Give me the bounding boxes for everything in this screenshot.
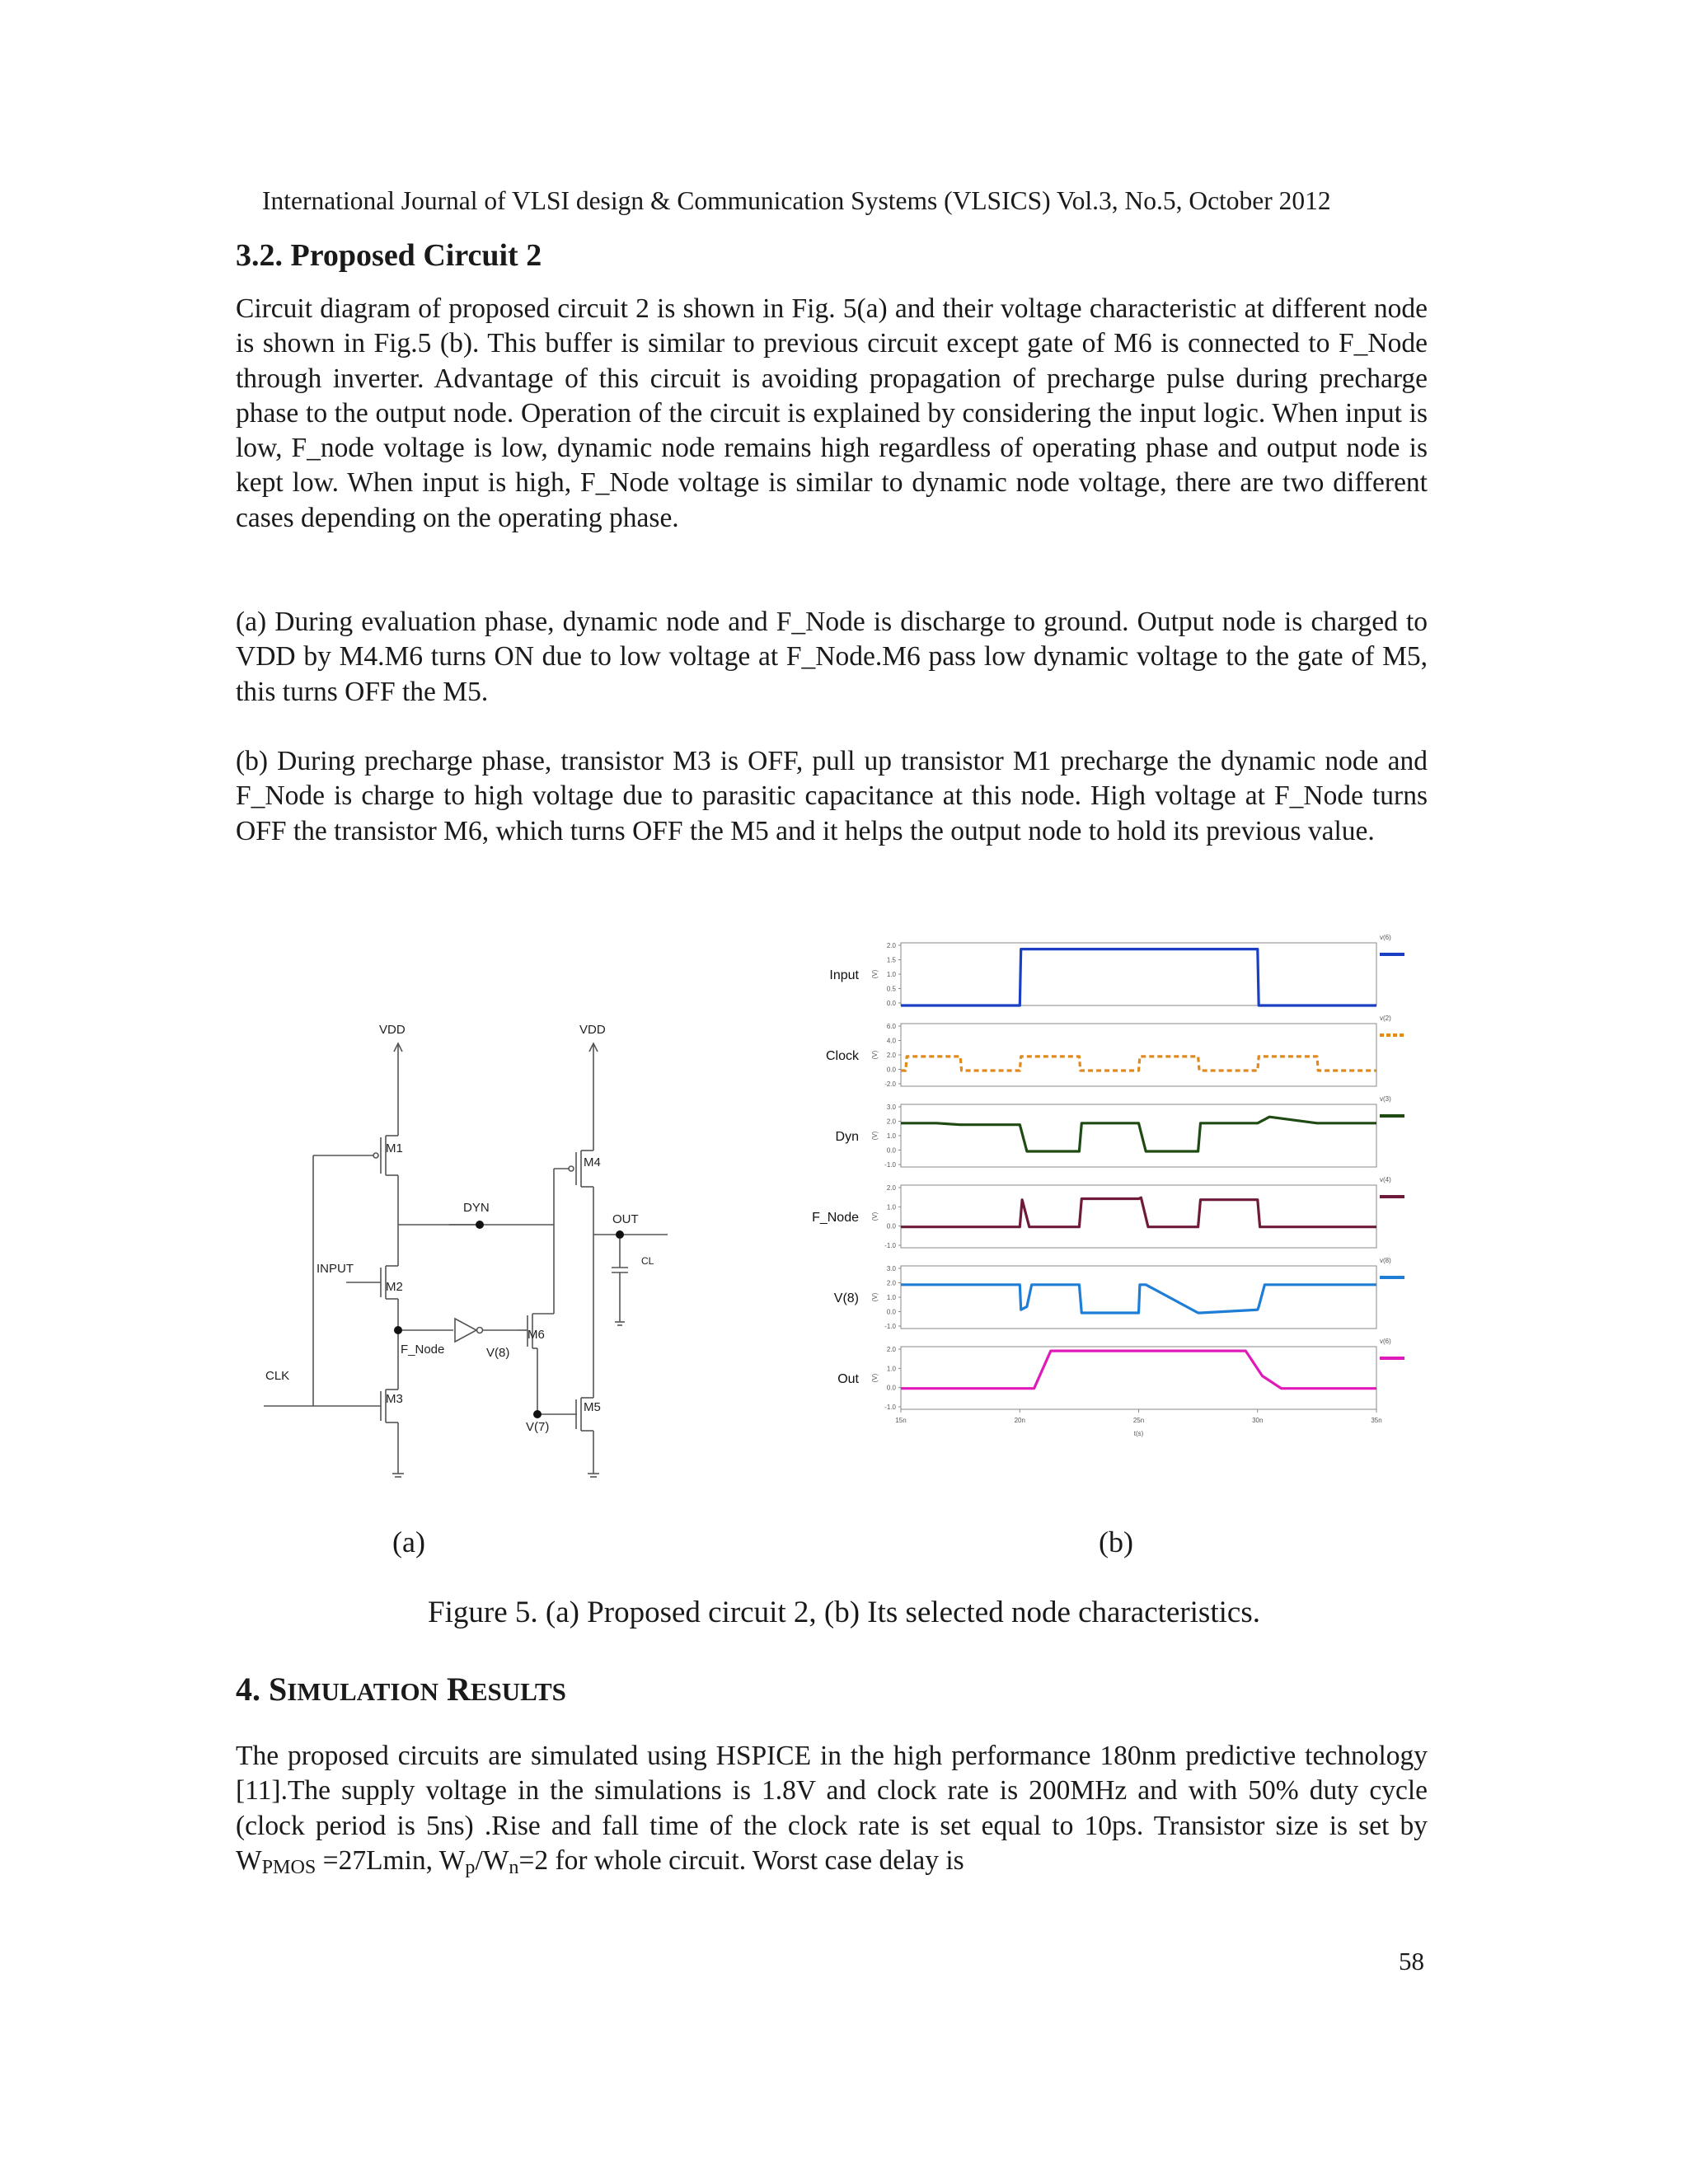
page-number: 58 [1399, 1947, 1424, 1975]
unit-label: (V) [871, 1050, 879, 1060]
x-tick-label: 25n [1132, 1417, 1145, 1424]
y-tick-label: 1.5 [886, 956, 896, 964]
paragraph: Circuit diagram of proposed circuit 2 is shown in Fig. 5(a) and their voltage characteristic at different node is shown in Fig.5 (b). This buffer is similar to previous circuit except gate of M6 is connected to F_Node through inverter. Advantage of this circuit is avoiding propagation of precharge pulse during precharge phase to the output node. Operation of the circuit is explained by considering the input logic. When input is low, F_node voltage is low, dynamic node remains high regardless of operating phase and output node is kept low. When input is high, F_Node voltage is similar to dynamic node voltage, there are two different cases depending on the operating phase. [236, 293, 1428, 533]
y-tick-label: 0.0 [886, 1066, 896, 1074]
subfigure-label-a: (a) [392, 1526, 425, 1558]
y-tick-label: 2.0 [886, 1279, 896, 1287]
y-tick-label: 1.0 [886, 1365, 896, 1373]
y-tick-label: 0.0 [886, 1000, 896, 1007]
paragraph: (a) During evaluation phase, dynamic node and F_Node is discharge to ground. Output node is charged to VDD by M4.M6 turns ON due to low voltage at F_Node.M6 pass low dynamic voltage to the gate of M5, this turns OFF the M5. [236, 607, 1428, 707]
paragraph: (b) During precharge phase, transistor M3 is OFF, pull up transistor M1 precharge the dynamic node and F_Node is charge to high voltage due to parasitic capacitance at this node. High voltage at F_Node turns OFF the transistor M6, which turns OFF the M5 and it helps the output node to hold its previous value. [236, 746, 1428, 846]
m2-label: M2 [386, 1280, 403, 1294]
series-label: Dyn [835, 1130, 859, 1144]
out-label: OUT [612, 1212, 639, 1226]
x-axis-label: t(s) [1133, 1430, 1144, 1437]
series-line-f-node [901, 1197, 1376, 1227]
panel-frame [901, 1104, 1376, 1167]
legend-label: v(6) [1380, 934, 1391, 941]
series-line-dyn [901, 1117, 1376, 1151]
figure-caption: Figure 5. (a) Proposed circuit 2, (b) Its selected node characteristics. [428, 1596, 1260, 1629]
y-tick-label: 1.0 [886, 1132, 896, 1140]
y-tick-label: 0.0 [886, 1146, 896, 1155]
v7-label: V(7) [526, 1420, 550, 1434]
m3-label: M3 [386, 1392, 403, 1406]
subfigure-label-b: (b) [1099, 1526, 1133, 1558]
panel-frame [901, 1347, 1376, 1409]
y-tick-label: 6.0 [886, 1023, 896, 1030]
vdd-label: VDD [379, 1023, 406, 1037]
legend-label: v(4) [1380, 1176, 1391, 1183]
x-tick-label: 15n [895, 1417, 907, 1424]
y-tick-label: 3.0 [886, 1265, 896, 1272]
unit-label: (V) [871, 1292, 879, 1302]
series-line-out [901, 1351, 1376, 1389]
y-tick-label: 2.0 [886, 1052, 896, 1059]
series-label: Clock [825, 1049, 859, 1063]
m5-label: M5 [584, 1400, 601, 1414]
unit-label: (V) [871, 1131, 879, 1141]
series-line-input [901, 949, 1376, 1005]
y-tick-label: 1.0 [886, 1294, 896, 1301]
m6-label: M6 [528, 1328, 545, 1342]
series-label: F_Node [812, 1211, 859, 1225]
y-tick-label: -1.0 [884, 1323, 896, 1330]
y-tick-label: 2.0 [886, 1184, 896, 1192]
cl-label: CL [641, 1255, 654, 1267]
y-tick-label: 0.5 [886, 985, 896, 993]
unit-label: (V) [871, 969, 879, 979]
m4-label: M4 [584, 1155, 601, 1169]
y-tick-label: 4.0 [886, 1037, 896, 1045]
y-tick-label: 2.0 [886, 942, 896, 949]
y-tick-label: -2.0 [884, 1080, 896, 1088]
y-tick-label: 1.0 [886, 1203, 896, 1212]
y-tick-label: 2.0 [886, 1346, 896, 1353]
series-label: Out [837, 1372, 859, 1386]
vdd-label: VDD [579, 1023, 606, 1037]
clk-label: CLK [265, 1369, 290, 1383]
y-tick-label: 1.0 [886, 971, 896, 978]
y-tick-label: 0.0 [886, 1222, 896, 1230]
x-tick-label: 20n [1014, 1417, 1025, 1424]
m1-label: M1 [386, 1141, 403, 1155]
y-tick-label: -1.0 [884, 1161, 896, 1169]
series-line-clock [901, 1057, 1376, 1071]
dyn-label: DYN [463, 1201, 490, 1215]
running-header: International Journal of VLSI design & Communication Systems (VLSICS) Vol.3, No.5, October 2012 [262, 186, 1331, 215]
y-tick-label: -1.0 [884, 1242, 896, 1249]
panel-frame [901, 943, 1376, 1005]
y-tick-label: 0.0 [886, 1384, 896, 1392]
legend-label: v(6) [1380, 1338, 1391, 1345]
input-label: INPUT [316, 1262, 354, 1276]
legend-label: v(3) [1380, 1095, 1391, 1103]
paragraph: The proposed circuits are simulated using HSPICE in the high performance 180nm predictive technology [11].The supply voltage in the simulations is 1.8V and clock rate is 200MHz and with 50% duty cycle (clock period is 5ns) .Rise and fall time of the clock rate is set equal to 10ps. Transistor size is set by $W_{PMOS} =27Lmin$, $W_p/W_n=2$ for whole circuit. Worst case delay is [236, 1741, 1428, 1878]
unit-label: (V) [871, 1373, 879, 1383]
panel-frame [901, 1024, 1376, 1086]
y-tick-label: 0.0 [886, 1308, 896, 1316]
circuit-diagram [247, 996, 692, 1482]
panel-frame [901, 1185, 1376, 1248]
y-tick-label: 2.0 [886, 1118, 896, 1126]
v8-label: V(8) [486, 1346, 510, 1360]
fnode-label: F_Node [401, 1343, 445, 1357]
legend-label: v(2) [1380, 1015, 1391, 1022]
section-heading-3-2: 3.2. Proposed Circuit 2 [236, 238, 542, 273]
legend-label: v(8) [1380, 1257, 1391, 1264]
x-tick-label: 30n [1252, 1417, 1264, 1424]
section-heading-4: 4. SIMULATION RESULTS [236, 1671, 566, 1708]
waveform-chart [799, 931, 1414, 1475]
unit-label: (V) [871, 1212, 879, 1221]
series-line-v-8- [901, 1285, 1376, 1313]
series-label: V(8) [833, 1291, 859, 1305]
y-tick-label: -1.0 [884, 1404, 896, 1411]
y-tick-label: 3.0 [886, 1104, 896, 1111]
series-label: Input [829, 968, 859, 982]
x-tick-label: 35n [1371, 1417, 1382, 1424]
